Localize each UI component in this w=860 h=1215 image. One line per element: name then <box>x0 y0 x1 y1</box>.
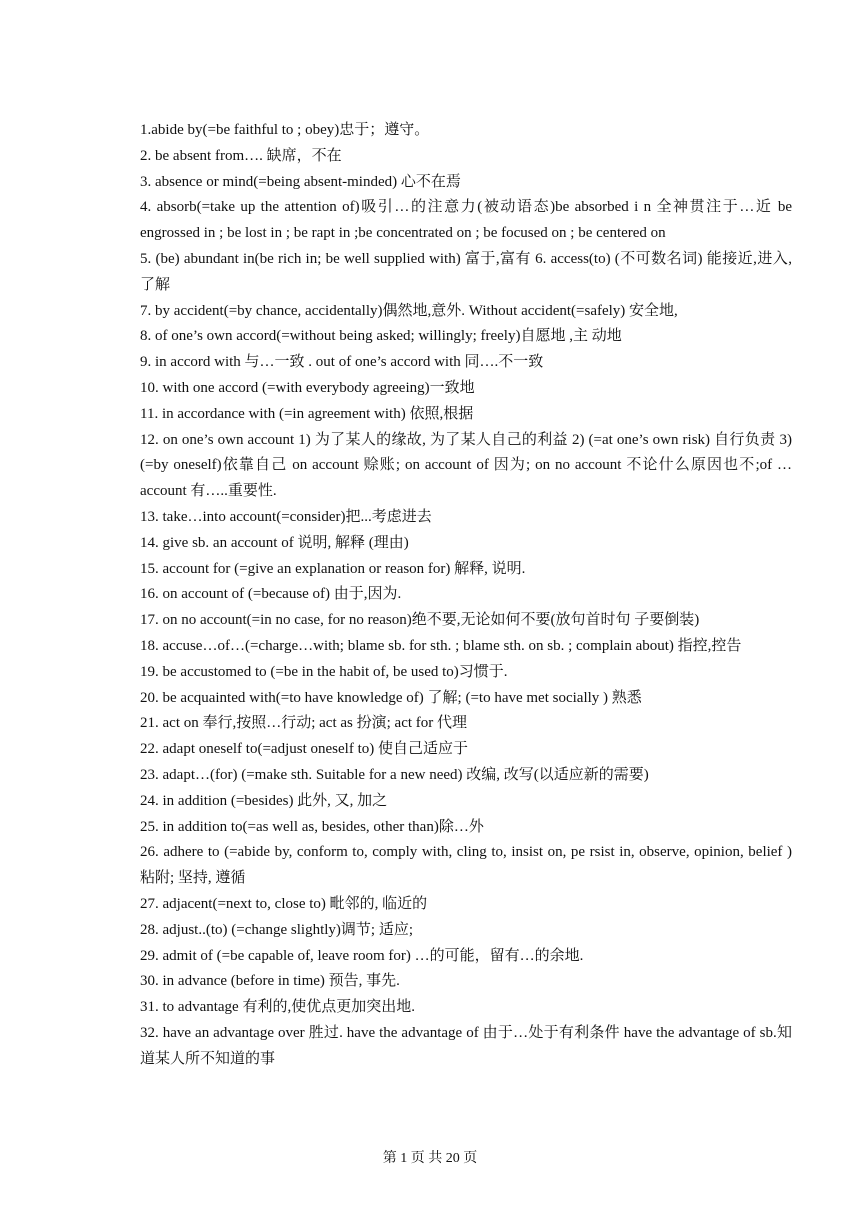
entry-32: 32. have an advantage over 胜过. have the advantage of 由于…处于有利条件 have the advantage of sb.知道某人所不知道的事 <box>140 1024 792 1067</box>
entry-18: 18. accuse…of…(=charge…with; blame sb. for sth. ; blame sth. on sb. ; complain about) 指控,控告 <box>140 637 742 654</box>
entry-16: 16. on account of (=because of) 由于,因为. <box>140 586 402 603</box>
entry-28: 28. adjust..(to) (=change slightly)调节; 适应; <box>140 921 414 938</box>
entry-11: 11. in accordance with (=in agreement with) 依照,根据 <box>140 405 474 422</box>
page-footer: 第 1 页 共 20 页 <box>382 1151 478 1166</box>
entry-27: 27. adjacent(=next to, close to) 毗邻的, 临近的 <box>140 895 428 912</box>
entry-7: 7. by accident(=by chance, accidentally)偶然地,意外. Without accident(=safely) 安全地, <box>140 302 678 319</box>
entry-31: 31. to advantage 有利的,使优点更加突出地. <box>140 999 415 1016</box>
entry-21: 21. act on 奉行,按照…行动; act as 扮演; act for 代理 <box>140 715 468 732</box>
entry-10: 10. with one accord (=with everybody agreeing)一致地 <box>140 379 475 396</box>
entry-30: 30. in advance (before in time) 预告, 事先. <box>140 973 400 990</box>
entry-8: 8. of one’s own accord(=without being asked; willingly; freely)自愿地 ,主 动地 <box>140 328 622 345</box>
entry-19: 19. be accustomed to (=be in the habit of, be used to)习惯于. <box>140 663 508 680</box>
document-body <box>140 118 792 1072</box>
entry-22: 22. adapt oneself to(=adjust oneself to) 使自己适应于 <box>140 741 468 758</box>
entry-24: 24. in addition (=besides) 此外, 又, 加之 <box>140 792 388 809</box>
entry-4: 4. absorb(=take up the attention of)吸引…的注意力(被动语态)be absorbed i n 全神贯注于…近 be engrossed in ; be lost in ; be rapt in ;be concentrated on ; be focused on ; be centered on <box>140 199 792 242</box>
entry-15: 15. account for (=give an explanation or reason for) 解释, 说明. <box>140 560 526 577</box>
entry-3: 3. absence or mind(=being absent-minded) 心不在焉 <box>140 173 461 190</box>
entry-12: 12. on one’s own account 1) 为了某人的缘故, 为了某人自己的利益 2) (=at one’s own risk) 自行负责 3) (=by oneself)依靠自己 on account 赊账; on account of 因为; on no account 不论什么原因也不;of …account 有…..重要性. <box>140 431 792 500</box>
entry-5: 5. (be) abundant in(be rich in; be well supplied with) 富于,富有 6. access(to) (不可数名词) 能接近,进入,了解 <box>140 250 792 293</box>
entry-13: 13. take…into account(=consider)把...考虑进去 <box>140 508 432 525</box>
entry-29: 29. admit of (=be capable of, leave room for) …的可能，留有…的余地. <box>140 947 584 964</box>
entry-14: 14. give sb. an account of 说明, 解释 (理由) <box>140 534 409 551</box>
entry-1: 1.abide by(=be faithful to ; obey)忠于；遵守。 <box>140 122 430 138</box>
entry-2: 2. be absent from…. 缺席，不在 <box>140 147 342 164</box>
entry-23: 23. adapt…(for) (=make sth. Suitable for a new need) 改编, 改写(以适应新的需要) <box>140 766 649 783</box>
entry-9: 9. in accord with 与…一致 . out of one’s accord with 同….不一致 <box>140 354 544 371</box>
entry-20: 20. be acquainted with(=to have knowledge of) 了解; (=to have met socially ) 熟悉 <box>140 689 642 706</box>
entry-25: 25. in addition to(=as well as, besides, other than)除…外 <box>140 818 484 835</box>
entry-17: 17. on no account(=in no case, for no reason)绝不要,无论如何不要(放句首时句 子要倒装) <box>140 612 700 629</box>
entry-26: 26. adhere to (=abide by, conform to, comply with, cling to, insist on, pe rsist in, observe, opinion, belief ) 粘附; 坚持, 遵循 <box>140 844 792 887</box>
